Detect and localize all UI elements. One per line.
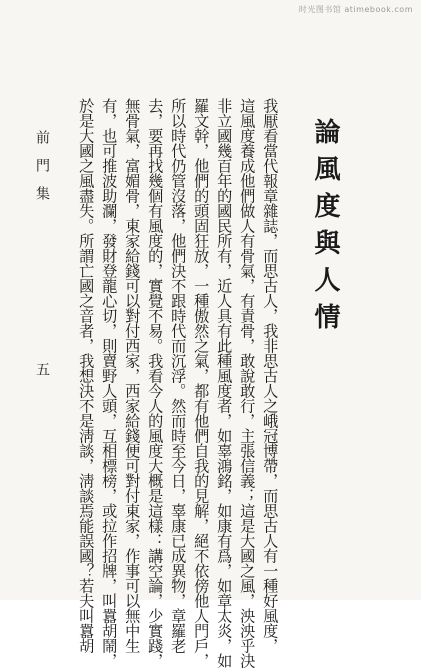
site-watermark: 时光图书馆 atimebook.com [298,5,413,14]
text-column-3: 非立國幾百年的國民所有，近人具有此種風度者，如辜鴻銘，如康有爲，如章太炎，如 [215,98,234,668]
text-column-1: 我厭看當代報章雜誌，而思古人，我非思古人之峨冠博帶，而思古人有一種好風度， [261,98,280,653]
page-number: 五 [34,362,50,376]
text-column-5: 所以時代仍管沒落，他們決不跟時代而沉浮。然而時至今日，辜康已成異物，章羅老 [169,98,188,653]
text-column-9: 於是大國之風盡失。所謂亡國之音者，我想決不是淸談，淸談焉能誤國？若夫叫囂胡 [77,98,96,653]
text-column-6: 去，要再找幾個有風度的，實覺不易。我看今人的風度大概是這樣：講空論，少實踐， [146,98,165,668]
text-column-8: 有，也可推波助瀾，發財登龍心切，則賣野人頭，互相標榜，或拉作招牌，叫囂胡鬧， [100,98,119,668]
text-column-4: 羅文幹，他們的頭固狂放，一種傲然之氣，都有他們自我的見解，絕不依傍他人門戶， [192,98,211,668]
text-column-7: 無骨氣，富媚骨，東家給錢可以對付西家，西家給錢便可對付東家，作事可以無中生 [123,98,142,653]
text-column-2: 這風度養成他們做人有骨氣，有責骨，敢說敢行，主張信義；這是大國之風，泱泱乎決 [238,98,257,668]
book-title: 前門集 [34,130,50,214]
article-title: 論風度與人情 [310,118,340,340]
